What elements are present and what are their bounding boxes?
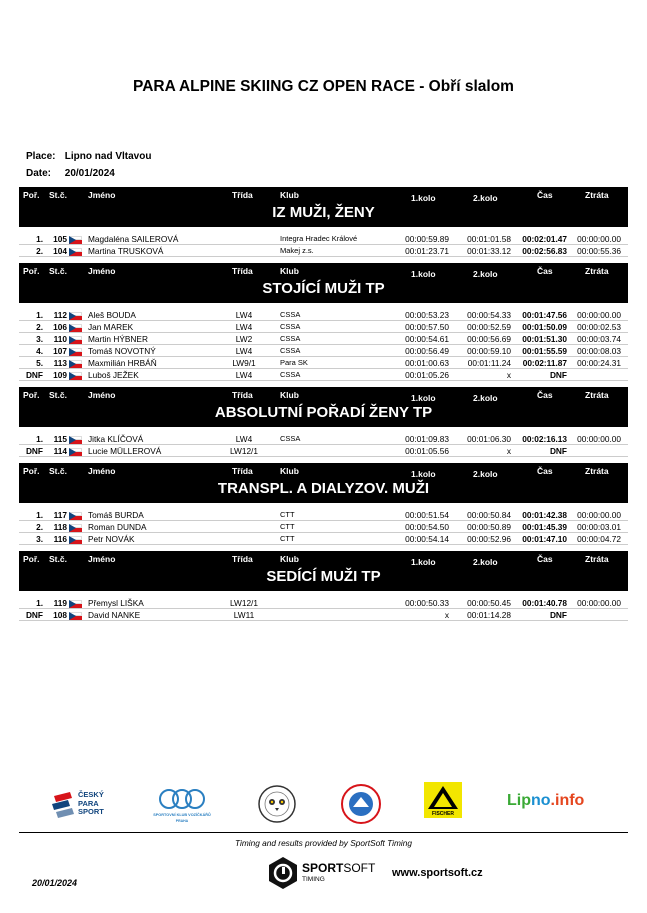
section-title: SEDÍCÍ MUŽI TP — [266, 568, 381, 585]
section-spacer — [19, 621, 628, 627]
cell-klub: Para SK — [280, 358, 308, 367]
cell-por: 3. — [36, 334, 43, 344]
vozickari-city: PRAHA — [175, 819, 189, 823]
column-header-name: Jméno — [88, 190, 116, 200]
cell-por: DNF — [25, 610, 43, 620]
column-header-name: Jméno — [88, 390, 116, 400]
cell-trida: LW4 — [235, 346, 253, 356]
column-header-cas: Čas — [537, 190, 553, 200]
footer-divider — [19, 832, 628, 833]
cell-k2: 00:00:50.45 — [467, 598, 511, 608]
cz-flag-icon — [69, 523, 82, 531]
column-header-k2: 2.kolo — [473, 269, 498, 279]
cz-flag-icon — [69, 611, 82, 619]
cell-por: 1. — [36, 434, 43, 444]
column-header-por: Poř. — [23, 466, 40, 476]
cell-trida: LW4 — [235, 434, 253, 444]
cell-k1: 00:01:05.26 — [405, 370, 449, 380]
cell-ztrata: 00:00:00.00 — [577, 510, 621, 520]
cell-cas: DNF — [549, 610, 567, 620]
cell-stc: 108 — [53, 610, 67, 620]
cell-k1: 00:00:54.14 — [405, 534, 449, 544]
column-header-por: Poř. — [23, 190, 40, 200]
cz-flag-icon — [69, 347, 82, 355]
cell-k1: 00:00:54.50 — [405, 522, 449, 532]
sportsoft-timing: TIMING — [302, 876, 325, 883]
seal-icon — [257, 784, 297, 824]
cell-stc: 114 — [53, 446, 67, 456]
cell-ztrata: 00:00:24.31 — [577, 358, 621, 368]
column-header-cas: Čas — [537, 266, 553, 276]
cell-name: Magdaléna SAILEROVÁ — [88, 234, 179, 244]
column-header-trida: Třída — [232, 190, 253, 200]
column-header-name: Jméno — [88, 554, 116, 564]
section-header — [19, 187, 628, 227]
table-row — [19, 533, 628, 545]
section-title: ABSOLUTNÍ POŘADÍ ŽENY TP — [214, 404, 433, 421]
column-header-klub: Klub — [280, 554, 299, 564]
cell-cas: 00:01:45.39 — [522, 522, 567, 532]
cell-trida: LW4 — [235, 310, 253, 320]
cell-trida: LW2 — [235, 334, 253, 344]
sportsoft-word2: SOFT — [343, 861, 376, 875]
cell-klub: CSSA — [280, 322, 301, 331]
column-header-ztrata: Ztráta — [585, 190, 609, 200]
cell-ztrata: 00:00:00.00 — [577, 234, 621, 244]
cell-name: Maxmilián HRBÁŇ — [88, 358, 157, 368]
cell-k1: 00:01:05.56 — [405, 446, 449, 456]
cz-flag-icon — [69, 235, 82, 243]
table-row — [19, 233, 628, 245]
cell-name: Martin HÝBNER — [88, 334, 148, 344]
lipno-part1: Lip — [507, 792, 531, 809]
cell-k2: 00:01:33.12 — [467, 246, 511, 256]
cell-k1: 00:01:00.63 — [405, 358, 449, 368]
cell-klub: CSSA — [280, 334, 301, 343]
cz-flag-icon — [69, 599, 82, 607]
cz-flag-icon — [69, 323, 82, 331]
cell-name: Petr NOVÁK — [88, 534, 135, 544]
cell-name: Luboš JEŽEK — [88, 370, 139, 380]
cell-klub: Integra Hradec Králové — [280, 234, 358, 243]
page-title: PARA ALPINE SKIING CZ OPEN RACE - Obří slalom — [133, 78, 514, 95]
cell-cas: 00:02:56.83 — [522, 246, 567, 256]
date-line — [26, 168, 115, 179]
column-header-k2: 2.kolo — [473, 193, 498, 203]
cell-ztrata: 00:00:03.01 — [577, 522, 621, 532]
vozickari-label: SPORTOVNÍ KLUB VOZÍČKÁŘŮ — [153, 813, 211, 817]
cell-k1: 00:00:57.50 — [405, 322, 449, 332]
column-header-k1: 1.kolo — [411, 557, 436, 567]
fischer-logo — [423, 782, 463, 826]
cell-cas: 00:02:01.47 — [522, 234, 567, 244]
club-seal-logo — [255, 782, 299, 826]
cell-k2: 00:00:50.84 — [467, 510, 511, 520]
cell-stc: 117 — [53, 510, 67, 520]
cell-name: Jitka KLÍČOVÁ — [88, 434, 144, 444]
cell-k2: 00:00:54.33 — [467, 310, 511, 320]
section-header — [19, 387, 628, 427]
cell-stc: 113 — [53, 358, 67, 368]
column-headers — [19, 387, 628, 401]
table-row — [19, 357, 628, 369]
cell-klub: CTT — [280, 522, 295, 531]
cell-klub: CSSA — [280, 310, 301, 319]
cell-k2: 00:01:01.58 — [467, 234, 511, 244]
cell-stc: 115 — [53, 434, 67, 444]
column-header-stc: St.č. — [49, 554, 67, 564]
column-header-trida: Třída — [232, 390, 253, 400]
results-table — [19, 187, 628, 627]
cell-k2: 00:01:14.28 — [467, 610, 511, 620]
cell-cas: 00:02:11.87 — [522, 358, 567, 368]
date-value: 20/01/2024 — [64, 168, 115, 179]
column-header-ztrata: Ztráta — [585, 554, 609, 564]
cell-cas: DNF — [549, 370, 567, 380]
para-sport-line1: ČESKÝ — [78, 790, 104, 799]
para-sport-line3: SPORT — [78, 807, 104, 816]
cell-cas: DNF — [549, 446, 567, 456]
column-headers — [19, 551, 628, 565]
cell-por: 2. — [36, 246, 43, 256]
para-sport-icon — [50, 790, 76, 820]
website-link[interactable]: www.sportsoft.cz — [392, 867, 483, 879]
cell-cas: 00:01:47.56 — [522, 310, 567, 320]
column-header-klub: Klub — [280, 190, 299, 200]
table-row — [19, 597, 628, 609]
cz-flag-icon — [69, 435, 82, 443]
cell-k2: 00:00:52.96 — [467, 534, 511, 544]
section-title: STOJÍCÍ MUŽI TP — [262, 280, 385, 297]
table-row — [19, 369, 628, 381]
cell-ztrata: 00:00:55.36 — [577, 246, 621, 256]
sponsor-logos — [45, 782, 615, 826]
cell-stc: 105 — [53, 234, 67, 244]
column-header-k1: 1.kolo — [411, 269, 436, 279]
column-header-klub: Klub — [280, 466, 299, 476]
cell-stc: 112 — [53, 310, 67, 320]
table-row — [19, 521, 628, 533]
column-header-por: Poř. — [23, 266, 40, 276]
cell-k1: 00:01:23.71 — [405, 246, 449, 256]
cell-k1: 00:00:54.61 — [405, 334, 449, 344]
column-header-klub: Klub — [280, 390, 299, 400]
cell-klub: Makej z.s. — [280, 246, 314, 255]
column-header-trida: Třída — [232, 266, 253, 276]
section-header — [19, 551, 628, 591]
cell-name: Roman DUNDA — [88, 522, 147, 532]
cell-stc: 110 — [53, 334, 67, 344]
cz-flag-icon — [69, 371, 82, 379]
cell-ztrata: 00:00:03.74 — [577, 334, 621, 344]
cell-name: David NANKE — [88, 610, 141, 620]
cell-name: Přemysl LIŠKA — [88, 598, 144, 608]
cell-name: Jan MAREK — [88, 322, 134, 332]
cz-flag-icon — [69, 447, 82, 455]
cell-cas: 00:01:47.10 — [522, 534, 567, 544]
cell-stc: 106 — [53, 322, 67, 332]
fischer-label: FISCHER — [432, 811, 454, 817]
column-header-por: Poř. — [23, 554, 40, 564]
column-header-k1: 1.kolo — [411, 469, 436, 479]
cell-stc: 118 — [53, 522, 67, 532]
table-row — [19, 433, 628, 445]
cell-klub: CTT — [280, 534, 295, 543]
table-row — [19, 345, 628, 357]
cell-por: 5. — [36, 358, 43, 368]
cell-name: Martina TRUSKOVÁ — [88, 246, 164, 256]
sportsoft-word1: SPORT — [302, 861, 344, 875]
cell-k1: x — [444, 610, 449, 620]
cell-klub: CTT — [280, 510, 295, 519]
cell-por: 1. — [36, 510, 43, 520]
cell-por: 1. — [36, 234, 43, 244]
cell-klub: CSSA — [280, 434, 301, 443]
para-sport-line2: PARA — [78, 798, 99, 808]
cell-name: Lucie MÜLLEROVÁ — [88, 446, 162, 456]
column-header-stc: St.č. — [49, 190, 67, 200]
column-headers — [19, 187, 628, 201]
cell-por: DNF — [25, 370, 43, 380]
column-header-por: Poř. — [23, 390, 40, 400]
sportsoft-icon — [268, 856, 298, 890]
cell-ztrata: 00:00:04.72 — [577, 534, 621, 544]
cell-klub: CSSA — [280, 346, 301, 355]
cell-k2: x — [506, 370, 511, 380]
cell-ztrata: 00:00:08.03 — [577, 346, 621, 356]
cell-ztrata: 00:00:00.00 — [577, 598, 621, 608]
cell-k1: 00:00:50.33 — [405, 598, 449, 608]
cell-ztrata: 00:00:02.53 — [577, 322, 621, 332]
cz-flag-icon — [69, 511, 82, 519]
cell-k1: 00:00:53.23 — [405, 310, 449, 320]
column-header-cas: Čas — [537, 390, 553, 400]
cesky-para-sport-logo — [50, 782, 120, 826]
cell-klub: CSSA — [280, 370, 301, 379]
cz-flag-icon — [69, 335, 82, 343]
section-header — [19, 463, 628, 503]
cell-k2: 00:00:52.59 — [467, 322, 511, 332]
table-row — [19, 245, 628, 257]
table-row — [19, 509, 628, 521]
column-header-stc: St.č. — [49, 390, 67, 400]
section-title: TRANSPL. A DIALYZOV. MUŽI — [217, 480, 430, 497]
column-header-stc: St.č. — [49, 466, 67, 476]
column-headers — [19, 263, 628, 277]
table-row — [19, 333, 628, 345]
column-header-ztrata: Ztráta — [585, 266, 609, 276]
place-value: Lipno nad Vltavou — [64, 151, 152, 162]
cz-flag-icon — [69, 535, 82, 543]
lipno-info-logo — [507, 792, 584, 836]
table-row — [19, 321, 628, 333]
column-header-k1: 1.kolo — [411, 393, 436, 403]
cell-por: 4. — [36, 346, 43, 356]
cell-por: DNF — [25, 446, 43, 456]
cz-flag-icon — [69, 311, 82, 319]
cell-stc: 109 — [53, 370, 67, 380]
column-header-k2: 2.kolo — [473, 393, 498, 403]
cell-cas: 00:01:42.38 — [522, 510, 567, 520]
cell-cas: 00:01:40.78 — [522, 598, 567, 608]
column-header-name: Jméno — [88, 266, 116, 276]
column-headers — [19, 463, 628, 477]
column-header-cas: Čas — [537, 466, 553, 476]
ski-club-icon — [340, 783, 382, 825]
provided-by-text: Timing and results provided by SportSoft Timing — [235, 838, 412, 848]
column-header-cas: Čas — [537, 554, 553, 564]
place-label: Place: — [26, 151, 56, 162]
column-header-name: Jméno — [88, 466, 116, 476]
column-header-trida: Třída — [232, 554, 253, 564]
cell-stc: 104 — [53, 246, 67, 256]
section-header — [19, 263, 628, 303]
lipno-part2: no — [531, 792, 551, 809]
cell-cas: 00:01:50.09 — [522, 322, 567, 332]
cell-ztrata: 00:00:00.00 — [577, 310, 621, 320]
cell-k2: 00:01:11.24 — [467, 358, 511, 368]
cell-name: Aleš BOUDA — [88, 310, 136, 320]
column-header-trida: Třída — [232, 466, 253, 476]
cell-por: 3. — [36, 534, 43, 544]
table-row — [19, 609, 628, 621]
column-header-ztrata: Ztráta — [585, 390, 609, 400]
table-row — [19, 445, 628, 457]
footer-date: 20/01/2024 — [32, 878, 78, 888]
cell-trida: LW11 — [233, 610, 255, 620]
cell-cas: 00:01:51.30 — [522, 334, 567, 344]
column-header-klub: Klub — [280, 266, 299, 276]
cell-stc: 107 — [53, 346, 67, 356]
vozickari-logo — [145, 782, 219, 826]
table-row — [19, 309, 628, 321]
cell-stc: 119 — [53, 598, 67, 608]
lipno-part3: .info — [550, 792, 585, 809]
cell-trida: LW9/1 — [232, 358, 256, 368]
place-line — [26, 151, 151, 162]
cell-trida: LW12/1 — [230, 446, 258, 456]
cell-k2: 00:00:50.89 — [467, 522, 511, 532]
sportsoft-logo — [268, 856, 378, 890]
cell-k2: 00:00:56.69 — [467, 334, 511, 344]
cell-name: Tomáš NOVOTNÝ — [88, 346, 156, 356]
cell-k2: 00:00:59.10 — [467, 346, 511, 356]
cell-trida: LW4 — [235, 322, 253, 332]
cell-cas: 00:01:55.59 — [522, 346, 567, 356]
column-header-ztrata: Ztráta — [585, 466, 609, 476]
cell-k1: 00:00:51.54 — [405, 510, 449, 520]
cell-k2: 00:01:06.30 — [467, 434, 511, 444]
column-header-stc: St.č. — [49, 266, 67, 276]
column-header-k2: 2.kolo — [473, 557, 498, 567]
cz-flag-icon — [69, 247, 82, 255]
cell-por: 2. — [36, 322, 43, 332]
cell-k1: 00:01:09.83 — [405, 434, 449, 444]
cell-cas: 00:02:16.13 — [522, 434, 567, 444]
date-label: Date: — [26, 168, 52, 179]
ski-club-lipno-logo — [340, 782, 384, 826]
cell-k1: 00:00:56.49 — [405, 346, 449, 356]
cell-por: 1. — [36, 310, 43, 320]
cell-por: 1. — [36, 598, 43, 608]
cell-trida: LW4 — [235, 370, 253, 380]
column-header-k1: 1.kolo — [411, 193, 436, 203]
cz-flag-icon — [69, 359, 82, 367]
rings-icon — [157, 786, 207, 812]
cell-por: 2. — [36, 522, 43, 532]
cell-ztrata: 00:00:00.00 — [577, 434, 621, 444]
cell-k1: 00:00:59.89 — [405, 234, 449, 244]
cell-name: Tomáš BURDA — [88, 510, 144, 520]
cell-stc: 116 — [53, 534, 67, 544]
cell-k2: x — [506, 446, 511, 456]
section-title: IZ MUŽI, ŽENY — [272, 204, 375, 221]
column-header-k2: 2.kolo — [473, 469, 498, 479]
cell-trida: LW12/1 — [230, 598, 258, 608]
